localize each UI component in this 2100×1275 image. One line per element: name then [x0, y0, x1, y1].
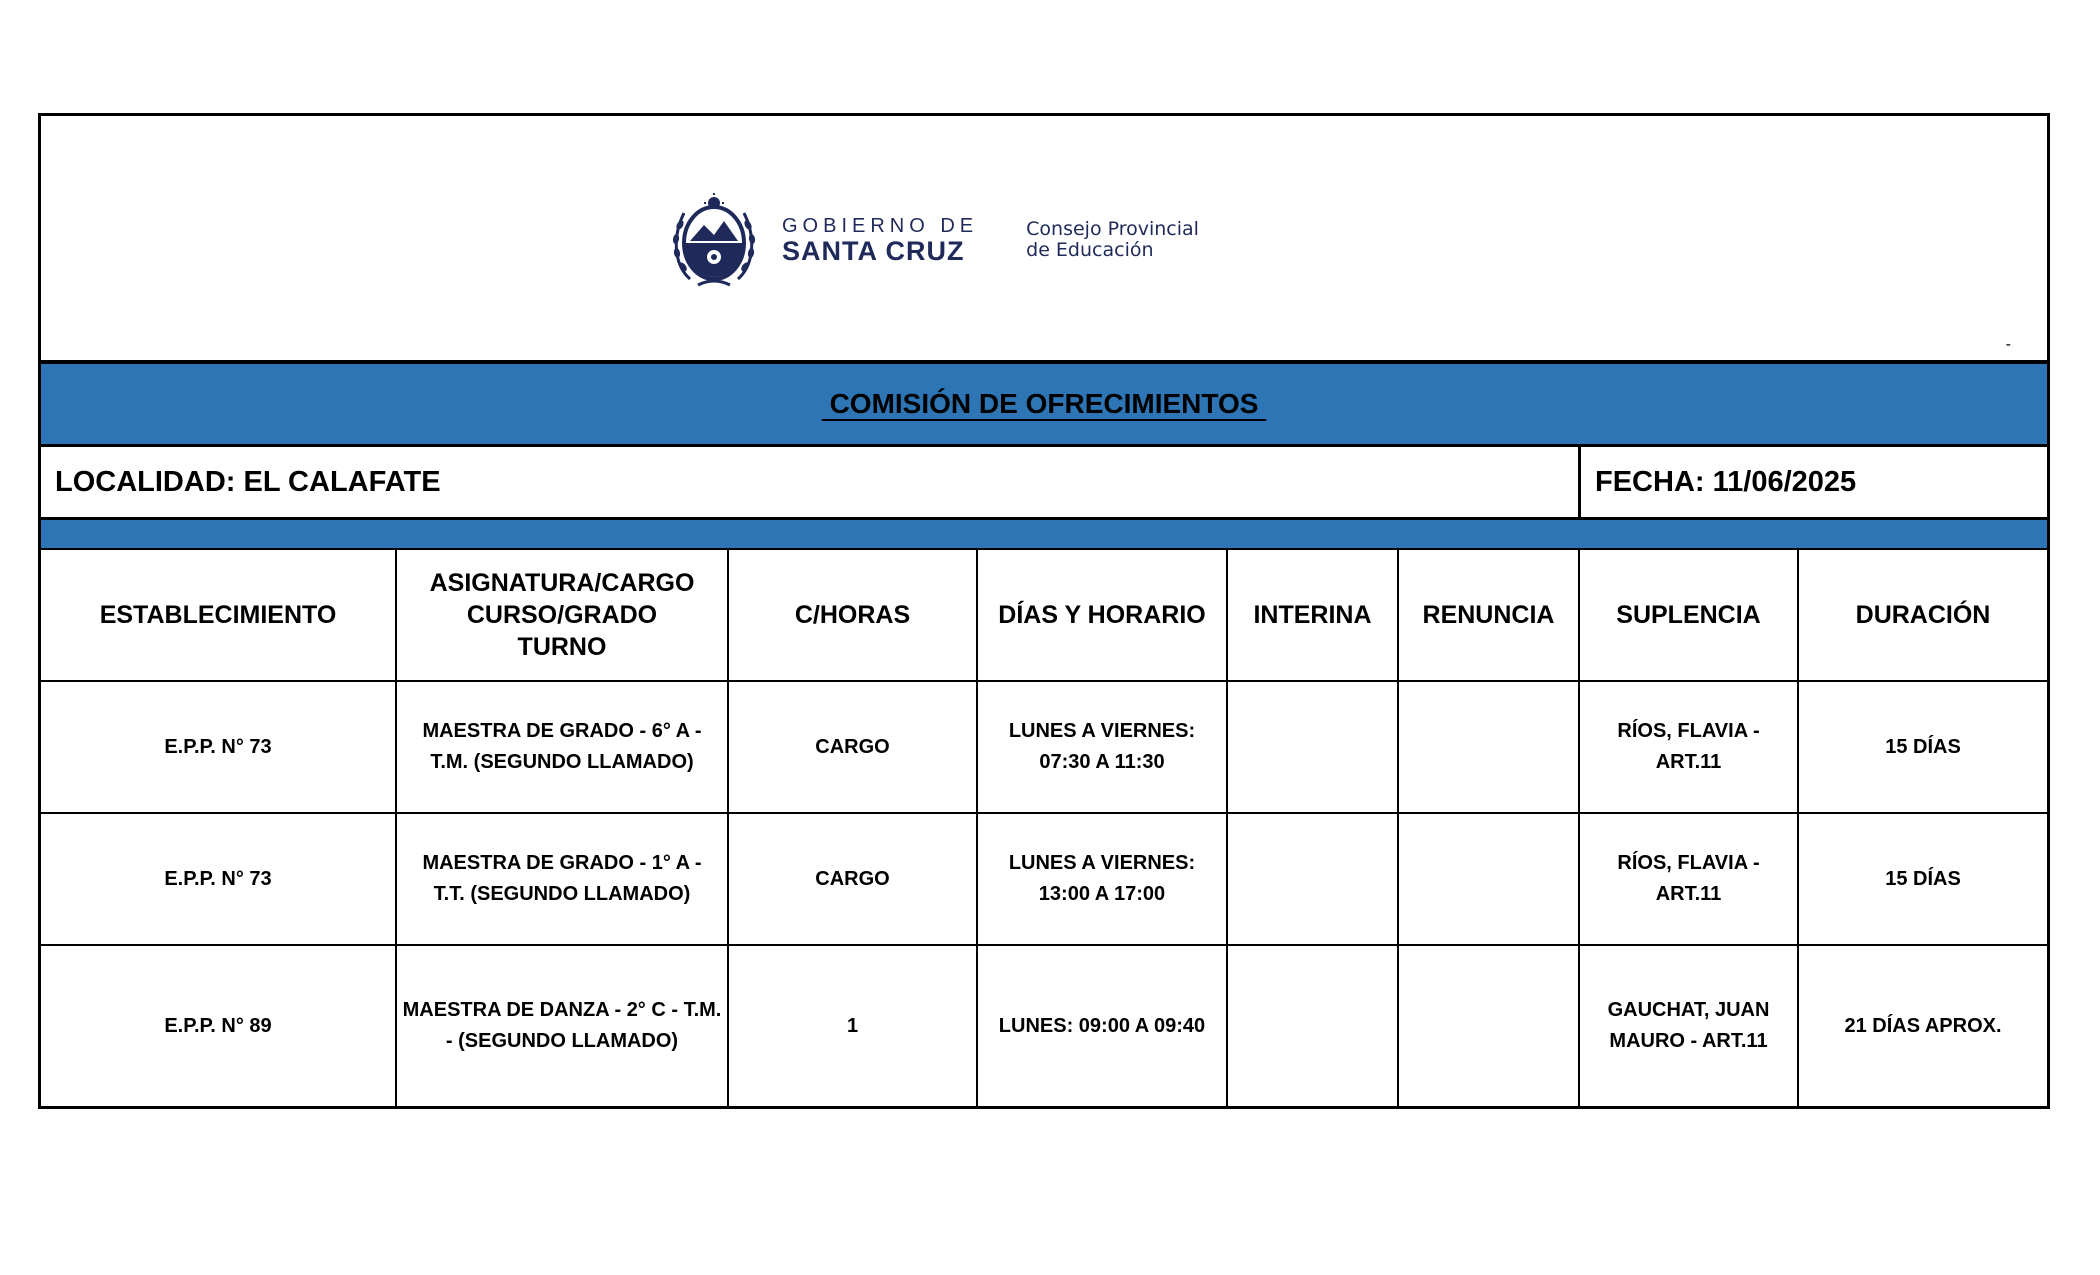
cell-suplencia: RÍOS, FLAVIA - ART.11: [1579, 681, 1798, 813]
council-line-1: Consejo Provincial: [1026, 218, 1199, 240]
offers-sheet: [38, 113, 2050, 1109]
cell-horario: LUNES A VIERNES: 07:30 A 11:30: [977, 681, 1227, 813]
table-row: [41, 813, 2047, 945]
locality-date-row: [41, 447, 2047, 520]
date-label: FECHA: 11/06/2025: [1595, 465, 1857, 498]
column-header-interina: INTERINA: [1227, 550, 1398, 681]
title-band: [41, 364, 2047, 447]
cell-asignatura: MAESTRA DE GRADO - 6° A - T.M. (SEGUNDO LLAMADO): [396, 681, 728, 813]
cell-interina: [1227, 813, 1398, 945]
government-label: GOBIERNO DE: [782, 215, 979, 237]
column-header-renuncia: RENUNCIA: [1398, 550, 1579, 681]
cell-horas: CARGO: [728, 813, 977, 945]
cell-asignatura: MAESTRA DE DANZA - 2° C - T.M. - (SEGUNDO LLAMADO): [396, 945, 728, 1106]
cell-renuncia: [1398, 813, 1579, 945]
cell-renuncia: [1398, 945, 1579, 1106]
locality-label: LOCALIDAD: EL CALAFATE: [41, 447, 1581, 517]
cell-interina: [1227, 681, 1398, 813]
page-title: COMISIÓN DE OFRECIMIENTOS: [821, 388, 1267, 419]
letterhead: [41, 116, 2047, 364]
column-header-asignatura: ASIGNATURA/CARGO CURSO/GRADO TURNO: [396, 550, 728, 681]
coat-of-arms-icon: [668, 191, 760, 289]
cell-establecimiento: E.P.P. N° 73: [41, 813, 396, 945]
cell-interina: [1227, 945, 1398, 1106]
offers-table: [41, 550, 2047, 1106]
cell-horas: 1: [728, 945, 977, 1106]
cell-horas: CARGO: [728, 681, 977, 813]
cell-horario: LUNES: 09:00 A 09:40: [977, 945, 1227, 1106]
government-logo: [668, 190, 1199, 290]
province-name: SANTA CRUZ: [782, 236, 965, 266]
table-row: [41, 945, 2047, 1106]
column-header-establecimiento: ESTABLECIMIENTO: [41, 550, 396, 681]
column-header-horario: DÍAS Y HORARIO: [977, 550, 1227, 681]
cell-duracion: 15 DÍAS: [1798, 813, 2047, 945]
column-header-duracion: DURACIÓN: [1798, 550, 2047, 681]
cell-establecimiento: E.P.P. N° 89: [41, 945, 396, 1106]
column-header-suplencia: SUPLENCIA: [1579, 550, 1798, 681]
council-name: [1026, 219, 1199, 261]
cell-suplencia: GAUCHAT, JUAN MAURO - ART.11: [1579, 945, 1798, 1106]
cell-suplencia: RÍOS, FLAVIA - ART.11: [1579, 813, 1798, 945]
government-name: [782, 215, 978, 265]
cell-horario: LUNES A VIERNES: 13:00 A 17:00: [977, 813, 1227, 945]
cell-duracion: 15 DÍAS: [1798, 681, 2047, 813]
cell-establecimiento: E.P.P. N° 73: [41, 681, 396, 813]
corner-mark: -: [2005, 336, 2011, 353]
cell-duracion: 21 DÍAS APROX.: [1798, 945, 2047, 1106]
table-row: [41, 681, 2047, 813]
cell-renuncia: [1398, 681, 1579, 813]
council-line-2: de Educación: [1026, 239, 1154, 261]
cell-asignatura: MAESTRA DE GRADO - 1° A -T.T. (SEGUNDO LLAMADO): [396, 813, 728, 945]
column-header-horas: C/HORAS: [728, 550, 977, 681]
separator-strip: [41, 520, 2047, 550]
table-header-row: [41, 550, 2047, 681]
